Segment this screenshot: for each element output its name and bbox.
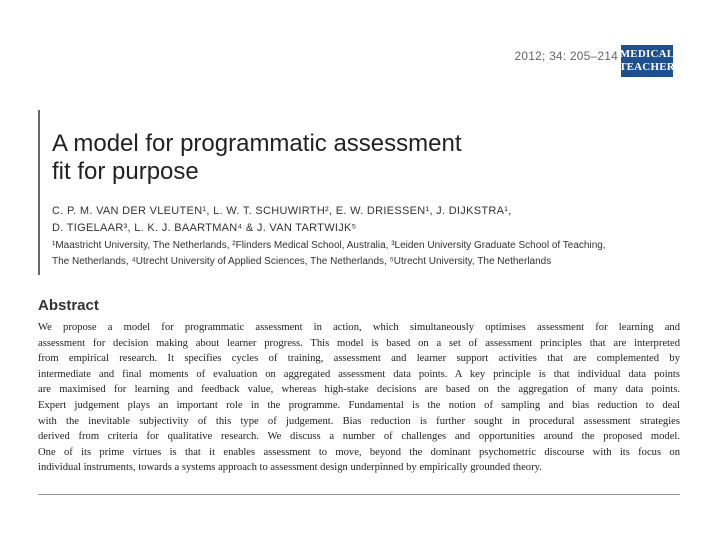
abstract-line: are maximised for learning and feedback value, whereas high-stake decisions are based on the aggregation of many data points.: [38, 384, 680, 396]
title-line-2: fit for purpose: [52, 158, 199, 185]
logo-line-teacher: TEACHER: [619, 61, 675, 73]
abstract-line: with the inevitable subjectivity of this type of judgement. Bias reduction is further sought in procedural assessment strategies: [38, 415, 680, 427]
title-accent-rule: [38, 110, 40, 275]
affiliations-line-2: The Netherlands, ⁴Utrecht University of Applied Sciences, The Netherlands, ⁵Utrecht University, The Netherlands: [52, 256, 552, 267]
affiliations: [52, 238, 682, 270]
authors-line-1: C. P. M. VAN DER VLEUTEN¹, L. W. T. SCHUWIRTH², E. W. DRIESSEN¹, J. DIJKSTRA¹,: [52, 205, 512, 217]
author-list: [52, 203, 682, 237]
title-line-1: A model for programmatic assessment: [52, 130, 462, 157]
abstract-heading: Abstract: [38, 297, 99, 314]
abstract-line: intermediate and final moments of evaluation on aggregated assessment data points. A key principle is that individual data points: [38, 368, 680, 380]
abstract-line: from empirical research. It specifies cycles of training, assessment and learner support activities that are complemented by: [38, 353, 680, 365]
abstract-line: assessment for decision making about learner progress. This model is based on a set of assessment principles that are interpreted: [38, 337, 680, 349]
abstract-line: individual instruments, towards a systems approach to assessment design underpinned by empirically grounded theory.: [38, 462, 542, 474]
abstract-line: We propose a model for programmatic assessment in action, which simultaneously optimises assessment for learning and: [38, 322, 680, 333]
journal-logo: [621, 45, 673, 77]
abstract-bottom-rule: [38, 494, 680, 495]
abstract-line: One of its prime virtues is that it enables assessment to move, beyond the dominant psychometric discourse with its focus on: [38, 446, 680, 458]
abstract-line: Expert judgement plays an important role in the programme. Fundamental is the notion of sampling and bias reduction to deal: [38, 399, 680, 411]
authors-line-2: D. TIGELAAR³, L. K. J. BAARTMAN⁴ & J. VAN TARTWIJK⁵: [52, 222, 357, 234]
journal-citation: 2012; 34: 205–214: [514, 49, 618, 63]
affiliations-line-1: ¹Maastricht University, The Netherlands, ²Flinders Medical School, Australia, ³Leiden University Graduate School of Teaching,: [52, 240, 606, 251]
abstract-body: [38, 320, 680, 476]
logo-line-medical: MEDICAL: [619, 48, 675, 60]
abstract-line: derived from criteria for qualitative research. We discuss a number of challenges and opportunities around the proposed model.: [38, 431, 680, 443]
article-title: [52, 130, 612, 186]
